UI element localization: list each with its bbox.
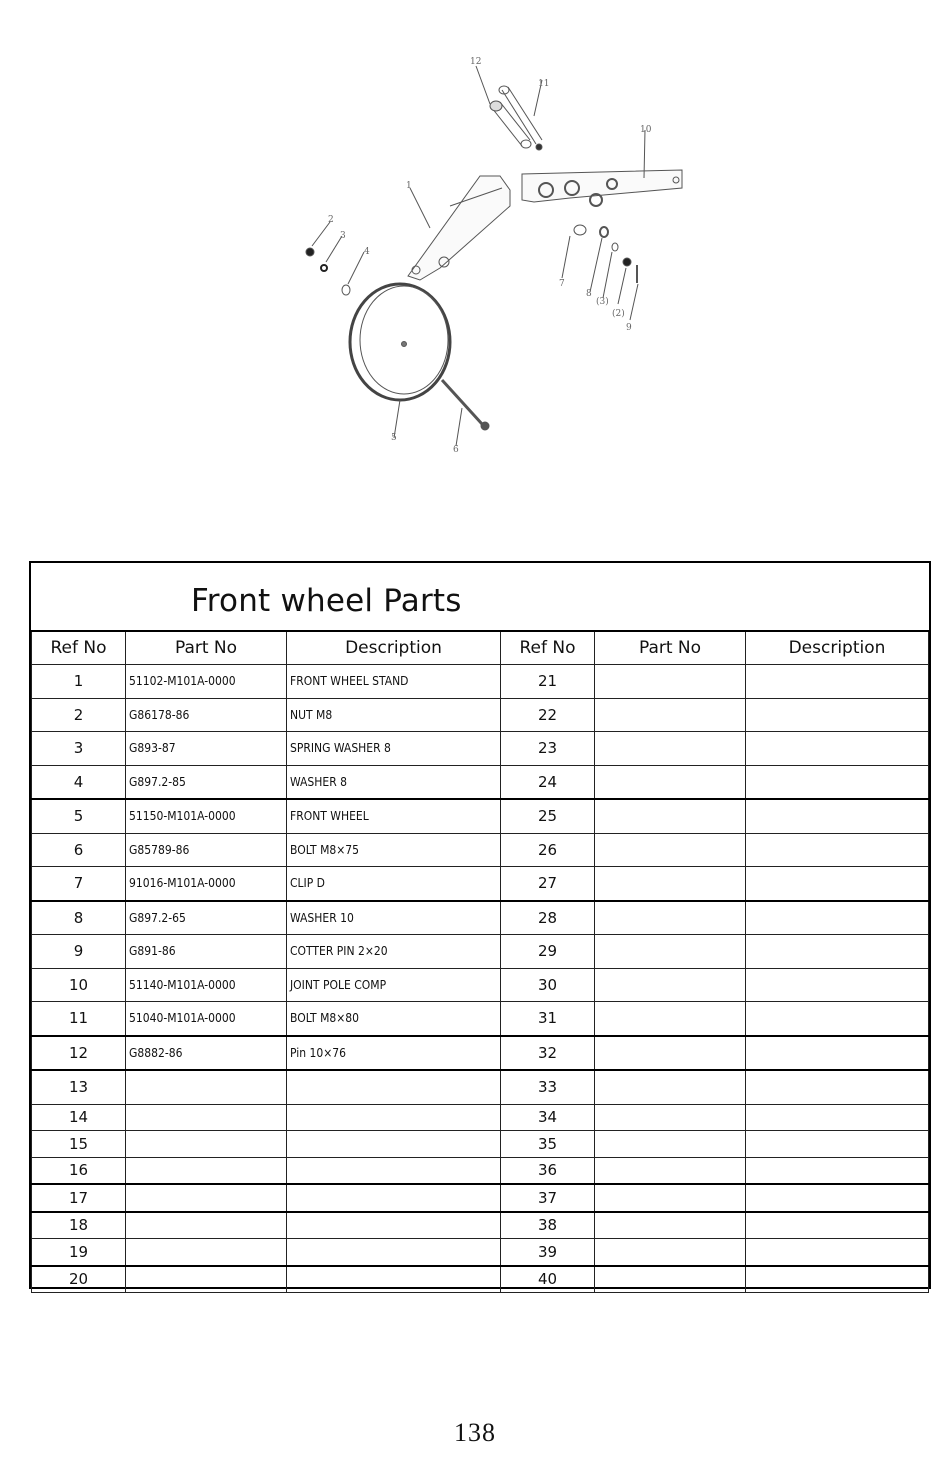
table-row bbox=[32, 665, 929, 699]
description-left-cell: NUT M8 bbox=[287, 698, 501, 732]
ref-no-left-cell: 15 bbox=[32, 1131, 126, 1158]
washer-part-3-alt bbox=[612, 243, 618, 251]
part-no-left-cell: G897.2-85 bbox=[126, 765, 287, 799]
description-left-cell: FRONT WHEEL bbox=[287, 799, 501, 833]
part-no-left-cell: 51140-M101A-0000 bbox=[126, 968, 287, 1002]
description-right-cell bbox=[746, 1131, 929, 1158]
ref-no-right-cell: 27 bbox=[501, 867, 595, 901]
part-no-right-cell bbox=[595, 901, 746, 935]
table-row bbox=[32, 1002, 929, 1036]
part-no-right-cell bbox=[595, 765, 746, 799]
ref-no-right-cell: 23 bbox=[501, 732, 595, 766]
description-right-cell bbox=[746, 799, 929, 833]
table-row bbox=[32, 867, 929, 901]
description-left-cell bbox=[287, 1104, 501, 1131]
description-left-cell bbox=[287, 1266, 501, 1293]
description-left-cell: Pin 10×76 bbox=[287, 1036, 501, 1071]
part-no-left-cell: G891-86 bbox=[126, 935, 287, 969]
table-row bbox=[32, 732, 929, 766]
description-right-cell bbox=[746, 1157, 929, 1184]
table-row bbox=[32, 1070, 929, 1104]
bolt-part-6 bbox=[442, 380, 489, 430]
header-ref-no-right: Ref No bbox=[501, 631, 595, 665]
part-no-left-cell: 91016-M101A-0000 bbox=[126, 867, 287, 901]
table-row bbox=[32, 935, 929, 969]
description-right-cell bbox=[746, 732, 929, 766]
ref-no-right-cell: 34 bbox=[501, 1104, 595, 1131]
description-right-cell bbox=[746, 765, 929, 799]
part-no-left-cell: G897.2-65 bbox=[126, 901, 287, 935]
ref-no-right-cell: 37 bbox=[501, 1184, 595, 1212]
header-part-no-left: Part No bbox=[126, 631, 287, 665]
table-row bbox=[32, 1212, 929, 1239]
table-title: Front wheel Parts bbox=[191, 583, 462, 619]
ref-no-right-cell: 31 bbox=[501, 1002, 595, 1036]
description-left-cell bbox=[287, 1212, 501, 1239]
part-no-right-cell bbox=[595, 1239, 746, 1266]
bolt-part-11 bbox=[499, 86, 542, 150]
description-left-cell: CLIP D bbox=[287, 867, 501, 901]
ref-no-right-cell: 40 bbox=[501, 1266, 595, 1293]
ref-no-right-cell: 26 bbox=[501, 833, 595, 867]
nut-part-2 bbox=[306, 248, 314, 256]
ref-no-right-cell: 30 bbox=[501, 968, 595, 1002]
part-no-left-cell bbox=[126, 1239, 287, 1266]
description-left-cell: BOLT M8×75 bbox=[287, 833, 501, 867]
callout-2: 2 bbox=[328, 215, 334, 225]
joint-pole-part-10 bbox=[522, 170, 682, 206]
parts-table bbox=[31, 630, 929, 1293]
part-no-left-cell: 51150-M101A-0000 bbox=[126, 799, 287, 833]
ref-no-left-cell: 11 bbox=[32, 1002, 126, 1036]
callout-9: 9 bbox=[626, 323, 632, 333]
ref-no-right-cell: 32 bbox=[501, 1036, 595, 1071]
part-no-left-cell bbox=[126, 1104, 287, 1131]
pin-part-12 bbox=[490, 101, 531, 148]
table-row bbox=[32, 1157, 929, 1184]
page-number: 138 bbox=[454, 1418, 496, 1447]
ref-no-left-cell: 5 bbox=[32, 799, 126, 833]
description-right-cell bbox=[746, 1002, 929, 1036]
description-right-cell bbox=[746, 833, 929, 867]
description-right-cell bbox=[746, 867, 929, 901]
part-no-left-cell: G8882-86 bbox=[126, 1036, 287, 1071]
washer-part-8 bbox=[600, 227, 608, 237]
part-no-left-cell bbox=[126, 1157, 287, 1184]
ref-no-right-cell: 28 bbox=[501, 901, 595, 935]
front-wheel-part-5 bbox=[350, 284, 450, 400]
part-no-right-cell bbox=[595, 1212, 746, 1239]
ref-no-left-cell: 2 bbox=[32, 698, 126, 732]
ref-no-left-cell: 4 bbox=[32, 765, 126, 799]
description-left-cell bbox=[287, 1157, 501, 1184]
ref-no-left-cell: 3 bbox=[32, 732, 126, 766]
part-no-right-cell bbox=[595, 935, 746, 969]
callout-5: 5 bbox=[391, 433, 397, 443]
ref-no-right-cell: 35 bbox=[501, 1131, 595, 1158]
description-left-cell bbox=[287, 1239, 501, 1266]
part-no-right-cell bbox=[595, 1131, 746, 1158]
ref-no-left-cell: 10 bbox=[32, 968, 126, 1002]
table-row bbox=[32, 901, 929, 935]
callout-11: 11 bbox=[538, 79, 550, 89]
part-no-left-cell bbox=[126, 1070, 287, 1104]
part-no-left-cell: G86178-86 bbox=[126, 698, 287, 732]
description-left-cell: WASHER 8 bbox=[287, 765, 501, 799]
ref-no-left-cell: 7 bbox=[32, 867, 126, 901]
part-no-left-cell: G893-87 bbox=[126, 732, 287, 766]
part-no-right-cell bbox=[595, 1104, 746, 1131]
ref-no-left-cell: 16 bbox=[32, 1157, 126, 1184]
table-row bbox=[32, 1239, 929, 1266]
washer-part-4 bbox=[342, 285, 350, 295]
description-right-cell bbox=[746, 698, 929, 732]
ref-no-left-cell: 1 bbox=[32, 665, 126, 699]
part-no-left-cell: 51040-M101A-0000 bbox=[126, 1002, 287, 1036]
table-row bbox=[32, 698, 929, 732]
ref-no-left-cell: 12 bbox=[32, 1036, 126, 1071]
part-no-right-cell bbox=[595, 1184, 746, 1212]
description-right-cell bbox=[746, 1184, 929, 1212]
part-no-right-cell bbox=[595, 1157, 746, 1184]
description-right-cell bbox=[746, 1036, 929, 1071]
callout-8: 8 bbox=[586, 289, 592, 299]
description-left-cell: COTTER PIN 2×20 bbox=[287, 935, 501, 969]
description-left-cell: SPRING WASHER 8 bbox=[287, 732, 501, 766]
description-left-cell bbox=[287, 1070, 501, 1104]
ref-no-right-cell: 33 bbox=[501, 1070, 595, 1104]
callout-4: 4 bbox=[364, 247, 370, 257]
table-row bbox=[32, 765, 929, 799]
description-right-cell bbox=[746, 665, 929, 699]
table-row bbox=[32, 1036, 929, 1071]
callout-2-alt: (2) bbox=[612, 309, 625, 319]
description-left-cell: BOLT M8×80 bbox=[287, 1002, 501, 1036]
description-left-cell: WASHER 10 bbox=[287, 901, 501, 935]
parts-table-frame bbox=[29, 561, 931, 1289]
description-right-cell bbox=[746, 968, 929, 1002]
part-no-right-cell bbox=[595, 799, 746, 833]
ref-no-left-cell: 20 bbox=[32, 1266, 126, 1293]
nut-part-2-alt bbox=[623, 258, 631, 266]
part-no-right-cell bbox=[595, 1036, 746, 1071]
part-no-left-cell bbox=[126, 1212, 287, 1239]
table-row bbox=[32, 1184, 929, 1212]
description-left-cell: JOINT POLE COMP bbox=[287, 968, 501, 1002]
part-no-right-cell bbox=[595, 867, 746, 901]
part-no-left-cell: 51102-M101A-0000 bbox=[126, 665, 287, 699]
ref-no-right-cell: 39 bbox=[501, 1239, 595, 1266]
callout-1: 1 bbox=[406, 181, 412, 191]
ref-no-right-cell: 29 bbox=[501, 935, 595, 969]
ref-no-left-cell: 18 bbox=[32, 1212, 126, 1239]
ref-no-right-cell: 36 bbox=[501, 1157, 595, 1184]
description-right-cell bbox=[746, 1104, 929, 1131]
callout-3: 3 bbox=[340, 231, 346, 241]
description-right-cell bbox=[746, 1239, 929, 1266]
ref-no-left-cell: 9 bbox=[32, 935, 126, 969]
description-right-cell bbox=[746, 1212, 929, 1239]
table-row bbox=[32, 1104, 929, 1131]
description-left-cell: FRONT WHEEL STAND bbox=[287, 665, 501, 699]
part-no-right-cell bbox=[595, 1266, 746, 1293]
part-no-right-cell bbox=[595, 1070, 746, 1104]
front-wheel-stand-part-1 bbox=[408, 176, 510, 280]
callout-7: 7 bbox=[559, 279, 565, 289]
callout-12: 12 bbox=[470, 57, 482, 67]
ref-no-left-cell: 13 bbox=[32, 1070, 126, 1104]
callout-10: 10 bbox=[640, 125, 652, 135]
table-row bbox=[32, 1266, 929, 1293]
table-row bbox=[32, 799, 929, 833]
header-part-no-right: Part No bbox=[595, 631, 746, 665]
exploded-parts-diagram bbox=[290, 40, 710, 470]
description-right-cell bbox=[746, 1266, 929, 1293]
ref-no-left-cell: 8 bbox=[32, 901, 126, 935]
part-no-left-cell bbox=[126, 1131, 287, 1158]
ref-no-right-cell: 22 bbox=[501, 698, 595, 732]
ref-no-right-cell: 38 bbox=[501, 1212, 595, 1239]
spring-washer-part-3 bbox=[321, 265, 327, 271]
table-row bbox=[32, 1131, 929, 1158]
header-ref-no-left: Ref No bbox=[32, 631, 126, 665]
part-no-right-cell bbox=[595, 732, 746, 766]
header-description-left: Description bbox=[287, 631, 501, 665]
ref-no-left-cell: 6 bbox=[32, 833, 126, 867]
part-no-right-cell bbox=[595, 698, 746, 732]
part-no-right-cell bbox=[595, 833, 746, 867]
description-right-cell bbox=[746, 935, 929, 969]
clip-part-7 bbox=[574, 225, 586, 235]
callout-3-alt: (3) bbox=[596, 297, 609, 307]
header-description-right: Description bbox=[746, 631, 929, 665]
table-row bbox=[32, 833, 929, 867]
part-no-right-cell bbox=[595, 1002, 746, 1036]
part-no-left-cell bbox=[126, 1184, 287, 1212]
ref-no-left-cell: 17 bbox=[32, 1184, 126, 1212]
description-right-cell bbox=[746, 901, 929, 935]
part-no-right-cell bbox=[595, 665, 746, 699]
part-no-left-cell: G85789-86 bbox=[126, 833, 287, 867]
ref-no-right-cell: 21 bbox=[501, 665, 595, 699]
description-left-cell bbox=[287, 1131, 501, 1158]
callout-6: 6 bbox=[453, 445, 459, 455]
ref-no-left-cell: 19 bbox=[32, 1239, 126, 1266]
part-no-left-cell bbox=[126, 1266, 287, 1293]
table-row bbox=[32, 968, 929, 1002]
description-right-cell bbox=[746, 1070, 929, 1104]
ref-no-left-cell: 14 bbox=[32, 1104, 126, 1131]
description-left-cell bbox=[287, 1184, 501, 1212]
ref-no-right-cell: 25 bbox=[501, 799, 595, 833]
part-no-right-cell bbox=[595, 968, 746, 1002]
table-header-row bbox=[32, 631, 929, 665]
ref-no-right-cell: 24 bbox=[501, 765, 595, 799]
